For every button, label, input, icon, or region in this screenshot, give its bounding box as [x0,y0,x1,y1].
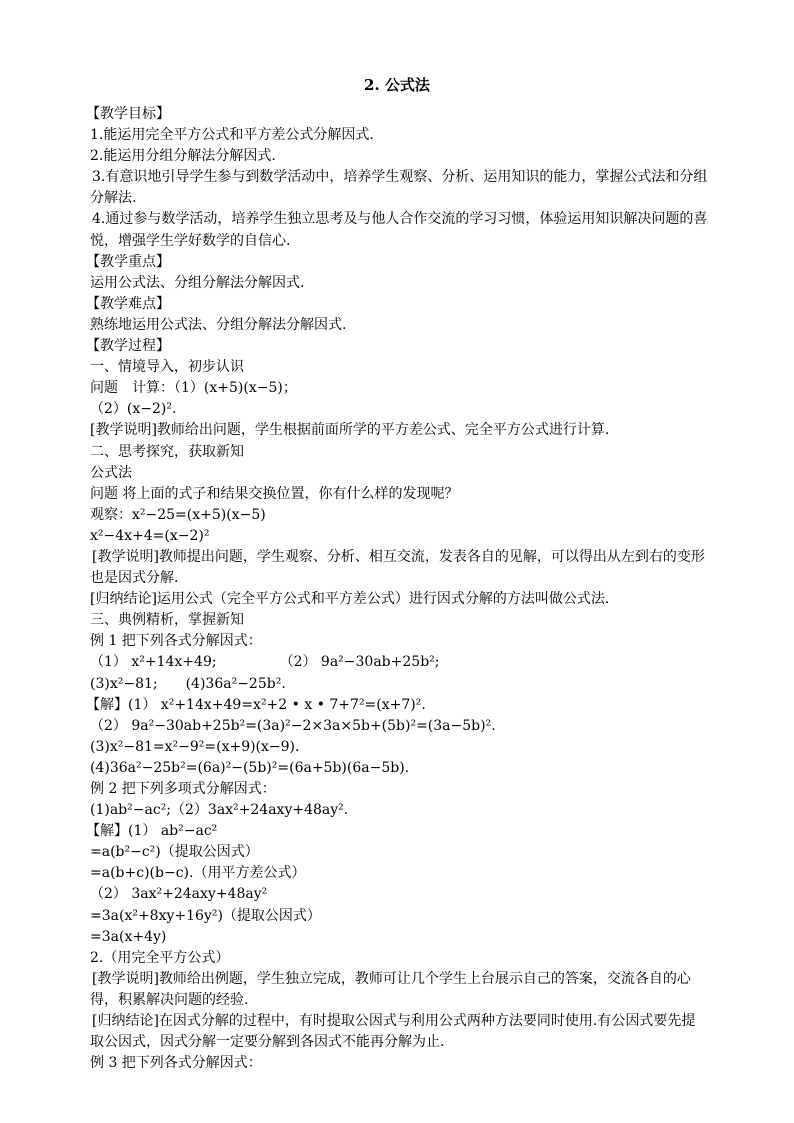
text-line: （2） 3ax²+24axy+48ay² [90,886,268,903]
text-line: 4.通过参与数学活动，培养学生独立思考及与他人合作交流的学习习惯，体验运用知识解决问题的喜悦，增强学生学好数学的自信心. [90,211,708,249]
text-line: x²−4x+4=(x−2)² [90,527,210,544]
section-heading: 【教学目标】 [86,106,170,122]
text-line: 一、情境导入，初步认识 [90,359,244,376]
section-heading: 【教学重点】 [86,253,170,270]
text-line: 2.（用完全平方公式） [90,949,230,966]
text-line: 熟练地运用公式法、分组分解法分解因式. [90,316,347,333]
text-line: 例 2 把下列多项式分解因式： [90,781,276,797]
text-line: (4)36a²−25b²=(6a)²−(5b)²=(6a+5b)(6a−5b). [90,759,410,776]
text-line: （1） x²+14x+49; （2） 9a²−30ab+25b²; [90,654,440,671]
text-line: 问题 计算：（1）(x+5)(x−5)； [90,380,297,397]
text-line: 3.有意识地引导学生参与到数学活动中，培养学生观察、分析、运用知识的能力，掌握公式法和分组分解法. [90,169,708,207]
text-line: [归纳结论]运用公式（完全平方公式和平方差公式）进行因式分解的方法叫做公式法. [90,591,610,608]
text-line: 1.能运用完全平方公式和平方差公式分解因式. [90,127,374,144]
text-line: 例 3 把下列各式分解因式： [90,1055,262,1072]
text-line: 观察：x²−25=(x+5)(x−5) [90,506,266,523]
text-line: =a(b²−c²)（提取公因式） [90,844,259,861]
text-line: (3)x²−81=x²−9²=(x+9)(x−9). [90,738,300,755]
section-heading: 【教学过程】 [86,338,170,355]
text-line: （2）(x−2)². [90,401,177,418]
text-line: (3)x²−81; (4)36a²−25b². [90,675,286,692]
section-heading: 【解】(1） x²+14x+49=x²+2 • x • 7+7²=(x+7)². [86,696,426,713]
section-heading: 【解】(1） ab²−ac² [86,823,218,840]
document-body [86,104,708,1074]
text-line: [归纳结论]在因式分解的过程中，有时提取公因式与利用公式两种方法要同时使用.有公因式要先提取公因式，因式分解一定要分解到各因式不能再分解为止. [90,1013,696,1051]
text-line: =a(b+c)(b−c).（用平方差公式） [90,865,306,882]
section-heading: 【教学难点】 [86,295,170,312]
text-line: (1)ab²−ac²;（2）3ax²+24axy+48ay². [90,802,349,819]
text-line: 公式法 [90,464,132,481]
text-line: 三、典例精析，掌握新知 [90,612,244,629]
text-line: [教学说明]教师给出例题，学生独立完成，教师可让几个学生上台展示自己的答案，交流各自的心得，积累解决问题的经验. [90,970,691,1008]
text-line: 2.能运用分组分解法分解因式. [90,148,276,165]
text-line: 二、思考探究，获取新知 [90,443,244,460]
text-line: （2） 9a²−30ab+25b²=(3a)²−2×3a×5b+(5b)²=(3a−5b)². [90,717,496,734]
text-line: [教学说明]教师提出问题，学生观察、分析、相互交流，发表各自的见解，可以得出从左到右的变形也是因式分解. [90,548,705,587]
text-line: 问题 将上面的式子和结果交换位置，你有什么样的发现呢？ [90,485,459,502]
text-line: 例 1 把下列各式分解因式： [90,633,262,650]
page-title: 2. 公式法 [364,76,430,94]
text-line: =3a(x+4y) [90,928,167,945]
text-line: 运用公式法、分组分解法分解因式. [90,274,305,291]
text-line: [教学说明]教师给出问题，学生根据前面所学的平方差公式、完全平方公式进行计算. [90,422,610,439]
text-line: =3a(x²+8xy+16y²)（提取公因式） [90,907,321,924]
